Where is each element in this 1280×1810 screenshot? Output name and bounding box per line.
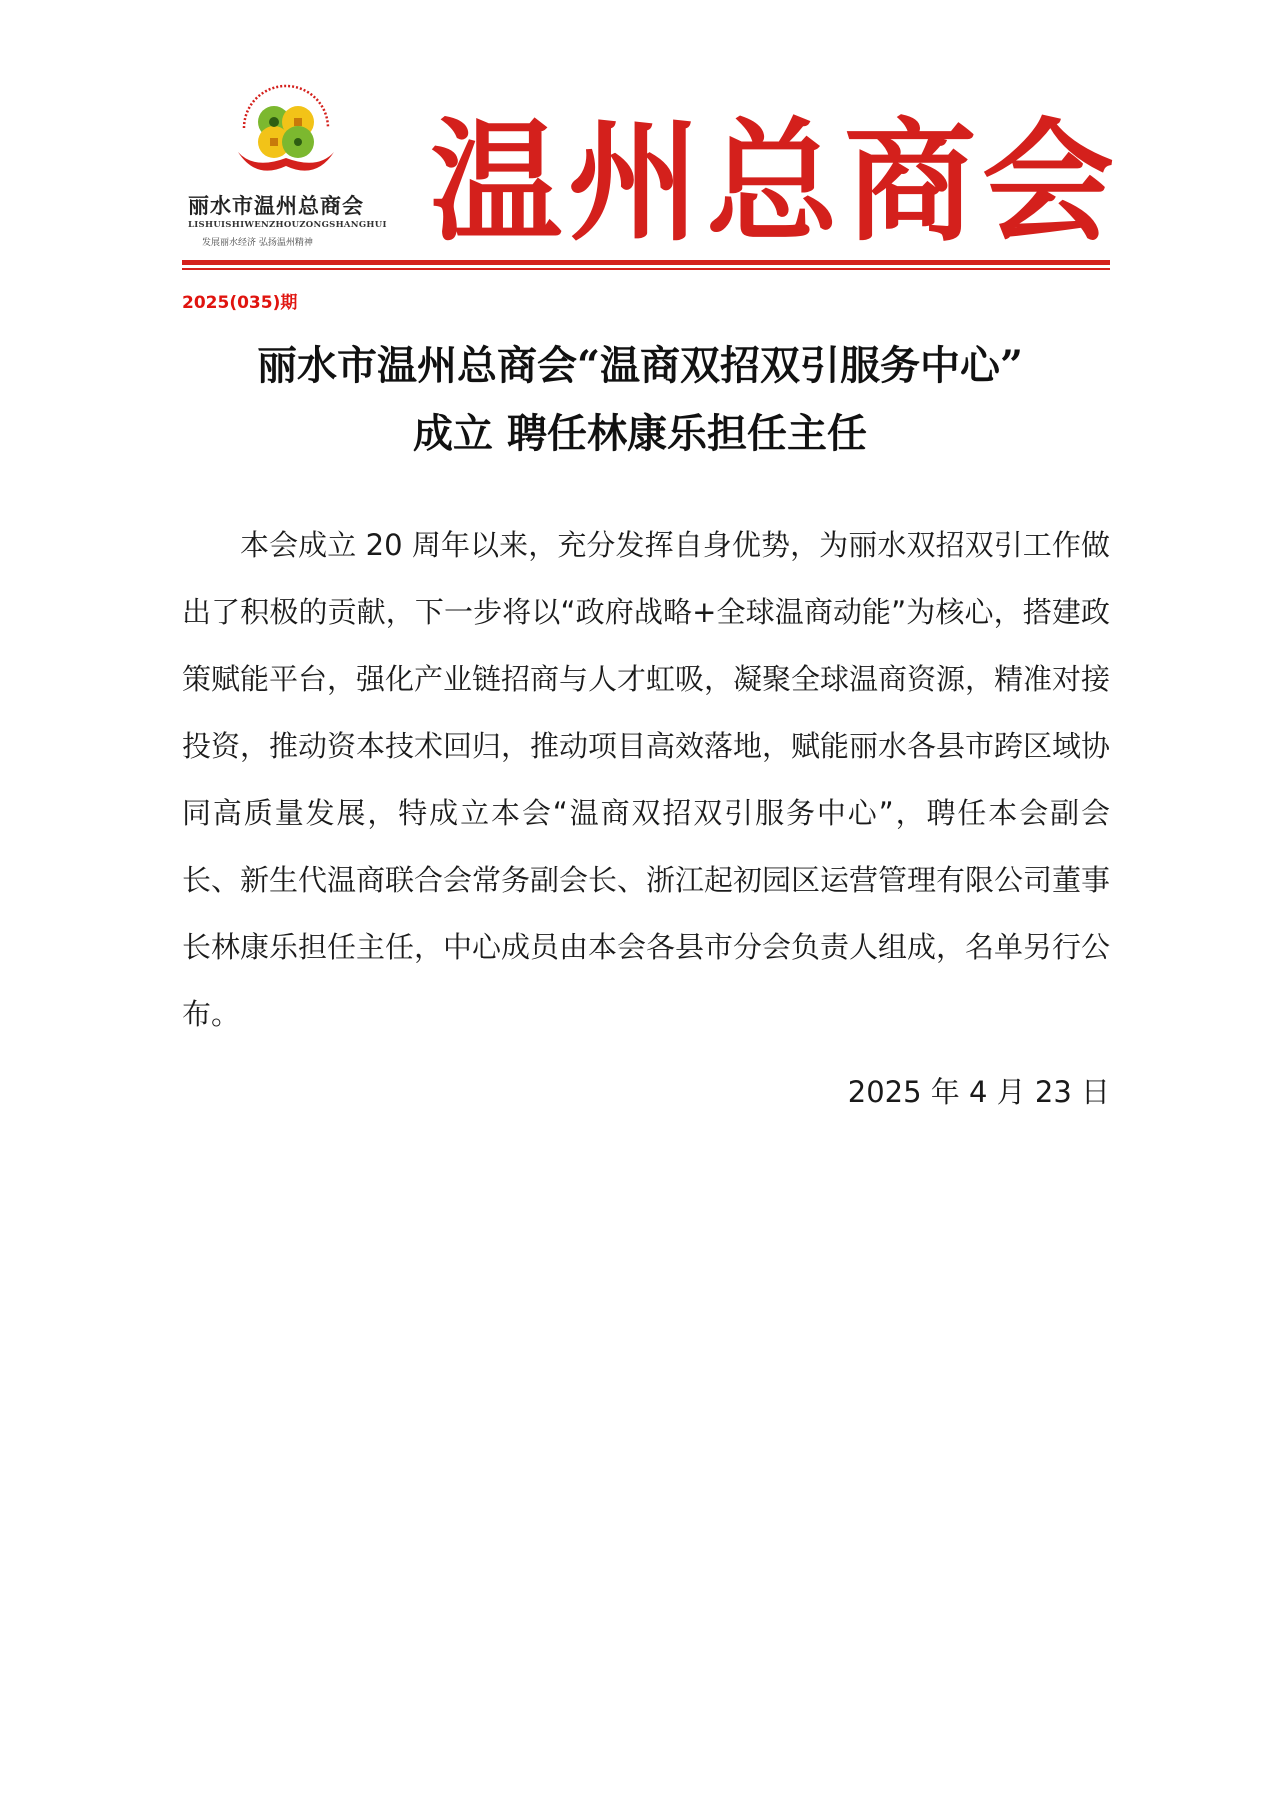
article-title-line-2: 成立 聘任林康乐担任主任 — [413, 410, 867, 457]
header-divider-thin — [182, 268, 1110, 270]
header-divider-thick — [182, 260, 1110, 265]
masthead-title: 温州总商会 — [430, 106, 1120, 260]
chamber-emblem-icon — [226, 84, 346, 184]
org-pinyin: LISHUISHIWENZHOUZONGSHANGHUI — [188, 220, 387, 230]
issue-number: 2025(035)期 — [182, 293, 298, 313]
org-logo — [188, 84, 388, 254]
article-body: 本会成立 20 周年以来，充分发挥自身优势，为丽水双招双引工作做出了积极的贡献，下一步将以“政府战略+全球温商动能”为核心，搭建政策赋能平台，强化产业链招商与人才虹吸，凝聚全球温商资源，精准对接投资，推动资本技术回归，推动项目高效落地，赋能丽水各县市跨区域协同高质量发展，特成立本会“温商双招双引服务中心”，聘任本会副会长、新生代温商联合会常务副会长、浙江起初园区运营管理有限公司董事长林康乐担任主任，中心成员由本会各县市分会负责人组成，名单另行公布。 — [182, 528, 1111, 1031]
org-slogan: 发展丽水经济 弘扬温州精神 — [202, 238, 313, 248]
org-name: 丽水市温州总商会 — [188, 193, 364, 218]
article-date: 2025 年 4 月 23 日 — [847, 1075, 1110, 1109]
article-title-line-1: 丽水市温州总商会“温商双招双引服务中心” — [256, 342, 1023, 389]
